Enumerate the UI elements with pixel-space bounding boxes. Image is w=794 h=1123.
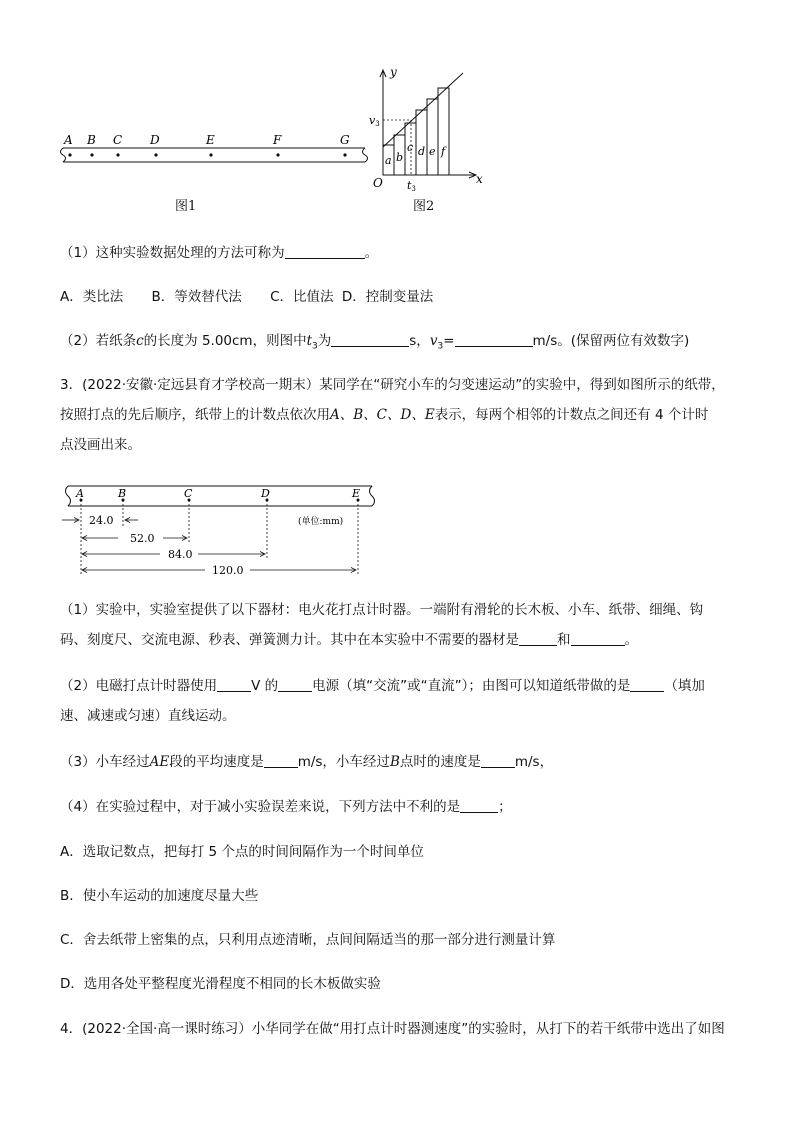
- q3-option-c: C．舍去纸带上密集的点，只利用点迹清晰，点间间隔适当的那一部分进行测量计算: [60, 932, 556, 948]
- origin-label: O: [373, 176, 383, 190]
- answer-blank[interactable]: [285, 244, 365, 259]
- answer-blank[interactable]: [331, 332, 409, 347]
- strip-label-f: f: [441, 145, 446, 158]
- strip-f: [438, 88, 449, 175]
- v3-label: v3: [369, 114, 380, 128]
- q3-s4: [60, 797, 512, 817]
- q2-sub2-s: s，: [409, 333, 430, 349]
- t3-var: t: [306, 333, 313, 349]
- q2-sub1: [60, 243, 378, 263]
- q3-s1-2a: 码、刻度尺、交流电源、秒表、弹簧测力计。其中在本实验中不需要的器材是: [60, 632, 519, 648]
- q3-s2-1d: （填加: [664, 678, 705, 694]
- answer-blank[interactable]: [217, 677, 251, 692]
- q2-sub2-var: c: [136, 333, 144, 349]
- tape-label-b: B: [87, 133, 96, 147]
- strip-d: [416, 110, 427, 175]
- t3-label: t3: [407, 179, 416, 193]
- q3-s2-line2: 速、减速或匀速）直线运动。: [60, 708, 236, 724]
- q3-point-c: C: [184, 487, 193, 500]
- v3-sub: 3: [437, 341, 444, 352]
- q3-s1-line2: [60, 630, 638, 650]
- x-axis-label: x: [476, 172, 483, 186]
- answer-blank[interactable]: [278, 677, 312, 692]
- q3-stem-2: [60, 405, 708, 425]
- figure-2-caption: 图2: [413, 199, 435, 214]
- q3-s2-1c: 电源（填“交流”或“直流”）；由图可以知道纸带做的是: [312, 678, 631, 694]
- tape-dot: [154, 153, 157, 156]
- answer-blank[interactable]: [460, 798, 498, 813]
- q3-dist-ab: 24.0: [89, 514, 114, 527]
- tape-label-e: E: [206, 133, 215, 147]
- tape-dot: [343, 153, 346, 156]
- strip-label-b: b: [396, 151, 404, 164]
- tape-label-d: D: [150, 133, 160, 147]
- option-d: D．控制变量法: [341, 289, 434, 305]
- q3-stem-3: 点没画出来。: [60, 437, 141, 453]
- strip-e: [427, 99, 438, 175]
- q3-point-e: E: [352, 487, 361, 500]
- q3-option-d: D．选用各处平整程度光滑程度不相同的长木板做实验: [60, 976, 381, 992]
- q3-stem-2a: 按照打点的先后顺序，纸带上的计数点依次用: [60, 407, 330, 423]
- q3-stem-2b: 表示，每两个相邻的计数点之间还有 4 个计时: [434, 407, 709, 423]
- strip-label-e: e: [429, 145, 436, 158]
- answer-blank[interactable]: [519, 631, 557, 646]
- tape-dot: [209, 153, 212, 156]
- q3-unit: (单位:mm): [298, 517, 344, 527]
- tape-dot: [90, 153, 93, 156]
- v3-var: v: [429, 333, 438, 349]
- q2-sub1-end: 。: [364, 245, 379, 261]
- figure-2-graph: [365, 65, 490, 195]
- q3-s3-b: 段的平均速度是: [169, 754, 264, 770]
- q4-stem: 4．(2022·全国·高一课时练习）小华同学在做“用打点计时器测速度”的实验时，从打下的若干纸带中选出了如图: [60, 1021, 725, 1037]
- answer-blank[interactable]: [571, 631, 625, 646]
- tape-dot: [276, 153, 279, 156]
- q3-s3-ae: AE: [149, 754, 170, 770]
- q3-s4-end: ；: [498, 799, 512, 815]
- answer-blank[interactable]: [264, 753, 298, 768]
- q3-s3-bp: B: [389, 754, 400, 770]
- q3-point-a: A: [76, 487, 84, 500]
- option-c: C．比值法: [270, 289, 334, 305]
- tape-dot: [116, 153, 119, 156]
- option-a: A．类比法: [60, 289, 124, 305]
- tape-label-f: F: [273, 133, 282, 147]
- q3-s3-d: 点时的速度是: [399, 754, 481, 770]
- q2-sub2-mid: 的长度为 5.00cm，则图中: [143, 333, 307, 349]
- tape-label-a: A: [64, 133, 73, 147]
- q3-tape-figure: [60, 478, 380, 578]
- answer-blank[interactable]: [481, 753, 515, 768]
- q3-s3-e: m/s，: [514, 754, 554, 770]
- q2-sub2-eq: =: [443, 333, 455, 349]
- y-axis-label: y: [390, 65, 397, 79]
- q2-sub2: [60, 331, 689, 357]
- q2-sub2-prefix: （2）若纸条: [60, 333, 137, 349]
- q3-s1-2b: 和: [557, 632, 571, 648]
- t3-sub: 3: [312, 341, 318, 352]
- q2-sub2-wei: 为: [317, 333, 332, 349]
- strip-label-c: c: [407, 141, 414, 154]
- q3-stem-letters: A、B、C、D、E: [330, 407, 435, 423]
- q3-s3-c: m/s，小车经过: [297, 754, 390, 770]
- q3-s4-text: （4）在实验过程中，对于减小实验误差来说，下列方法中不利的是: [60, 799, 461, 815]
- q3-dist-ac: 52.0: [130, 532, 155, 545]
- fit-line: [383, 73, 463, 147]
- q3-point-d: D: [261, 487, 270, 500]
- strip-label-d: d: [418, 145, 426, 158]
- q3-point-b: B: [118, 487, 127, 500]
- strip-label-a: a: [385, 154, 392, 167]
- q3-s3-a: （3）小车经过: [60, 754, 150, 770]
- q2-sub2-end: m/s。(保留两位有效数字): [532, 333, 690, 349]
- tape-label-c: C: [113, 133, 123, 147]
- q3-s2-1a: （2）电磁打点计时器使用: [60, 678, 218, 694]
- q3-option-b: B．使小车运动的加速度尽量大些: [60, 888, 259, 904]
- tape-label-g: G: [340, 133, 350, 147]
- answer-blank[interactable]: [630, 677, 664, 692]
- q3-s2-1b: V 的: [251, 678, 279, 694]
- q3-s3: [60, 752, 553, 772]
- q3-dist-ae: 120.0: [212, 564, 244, 577]
- figure-1-tape: [55, 128, 375, 178]
- q3-s1-2c: 。: [624, 632, 638, 648]
- q3-s1-line1: （1）实验中，实验室提供了以下器材：电火花打点计时器。一端附有滑轮的长木板、小车、纸带、细绳、钩: [60, 602, 704, 618]
- q2-options: [60, 287, 433, 307]
- answer-blank[interactable]: [455, 332, 533, 347]
- q2-sub1-text: （1）这种实验数据处理的方法可称为: [60, 245, 285, 261]
- tape-dot: [68, 153, 71, 156]
- option-b: B．等效替代法: [151, 289, 242, 305]
- figure-1-caption: 图1: [175, 199, 197, 214]
- q3-s2-line1: [60, 676, 705, 696]
- q3-option-a: A．选取记数点，把每打 5 个点的时间间隔作为一个时间单位: [60, 844, 424, 860]
- q3-dist-ad: 84.0: [168, 548, 193, 561]
- q3-stem-1: 3．(2022·安徽·定远县育才学校高一期末）某同学在“研究小车的匀变速运动”的实验中，得到如图所示的纸带，: [60, 377, 725, 393]
